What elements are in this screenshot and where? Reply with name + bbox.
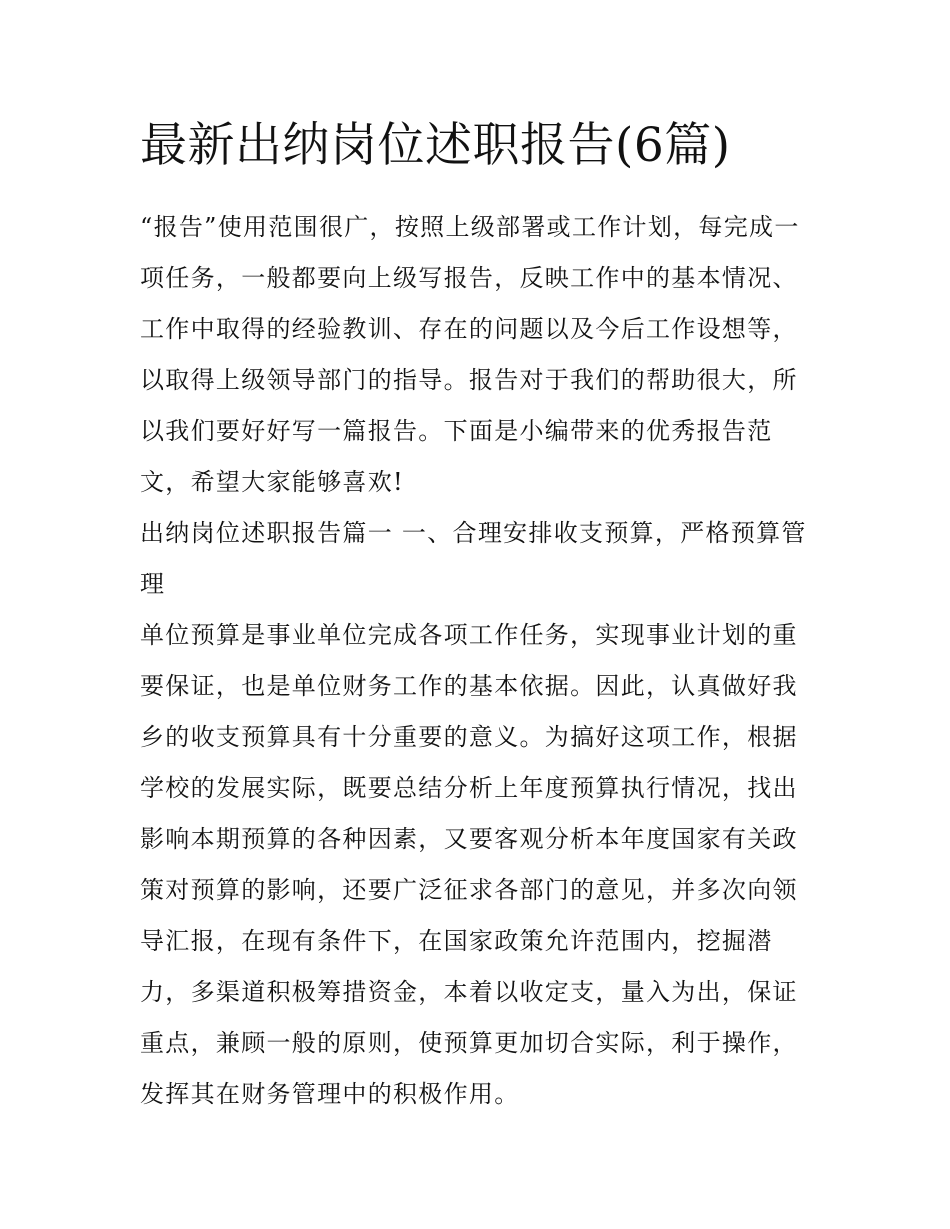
intro-paragraph: “报告”使用范围很广，按照上级部署或工作计划，每完成一项任务，一般都要向上级写报告，反映工作中的基本情况、工作中取得的经验教训、存在的问题以及今后工作设想等，以取得上级领导部门的指导。报告对于我们的帮助很大，所以我们要好好写一篇报告。下面是小编带来的优秀报告范文，希望大家能够喜欢!	[140, 213, 800, 496]
section-heading-paragraph: 出纳岗位述职报告篇一 一、合理安排收支预算，严格预算管理	[140, 519, 807, 598]
document-title: 最新出纳岗位述职报告(6篇)	[140, 118, 731, 173]
budget-paragraph: 单位预算是事业单位完成各项工作任务，实现事业计划的重要保证，也是单位财务工作的基本依据。因此，认真做好我乡的收支预算具有十分重要的意义。为搞好这项工作，根据学校的发展实际，既要总结分析上年度预算执行情况，找出影响本期预算的各种因素，又要客观分析本年度国家有关政策对预算的影响，还要广泛征求各部门的意见，并多次向领导汇报，在现有条件下，在国家政策允许范围内，挖掘潜力，多渠道积极筹措资金，本着以收定支，量入为出，保证重点，兼顾一般的原则，使预算更加切合实际，利于操作，发挥其在财务管理中的积极作用。	[140, 621, 798, 1108]
document-page	[140, 112, 815, 1120]
